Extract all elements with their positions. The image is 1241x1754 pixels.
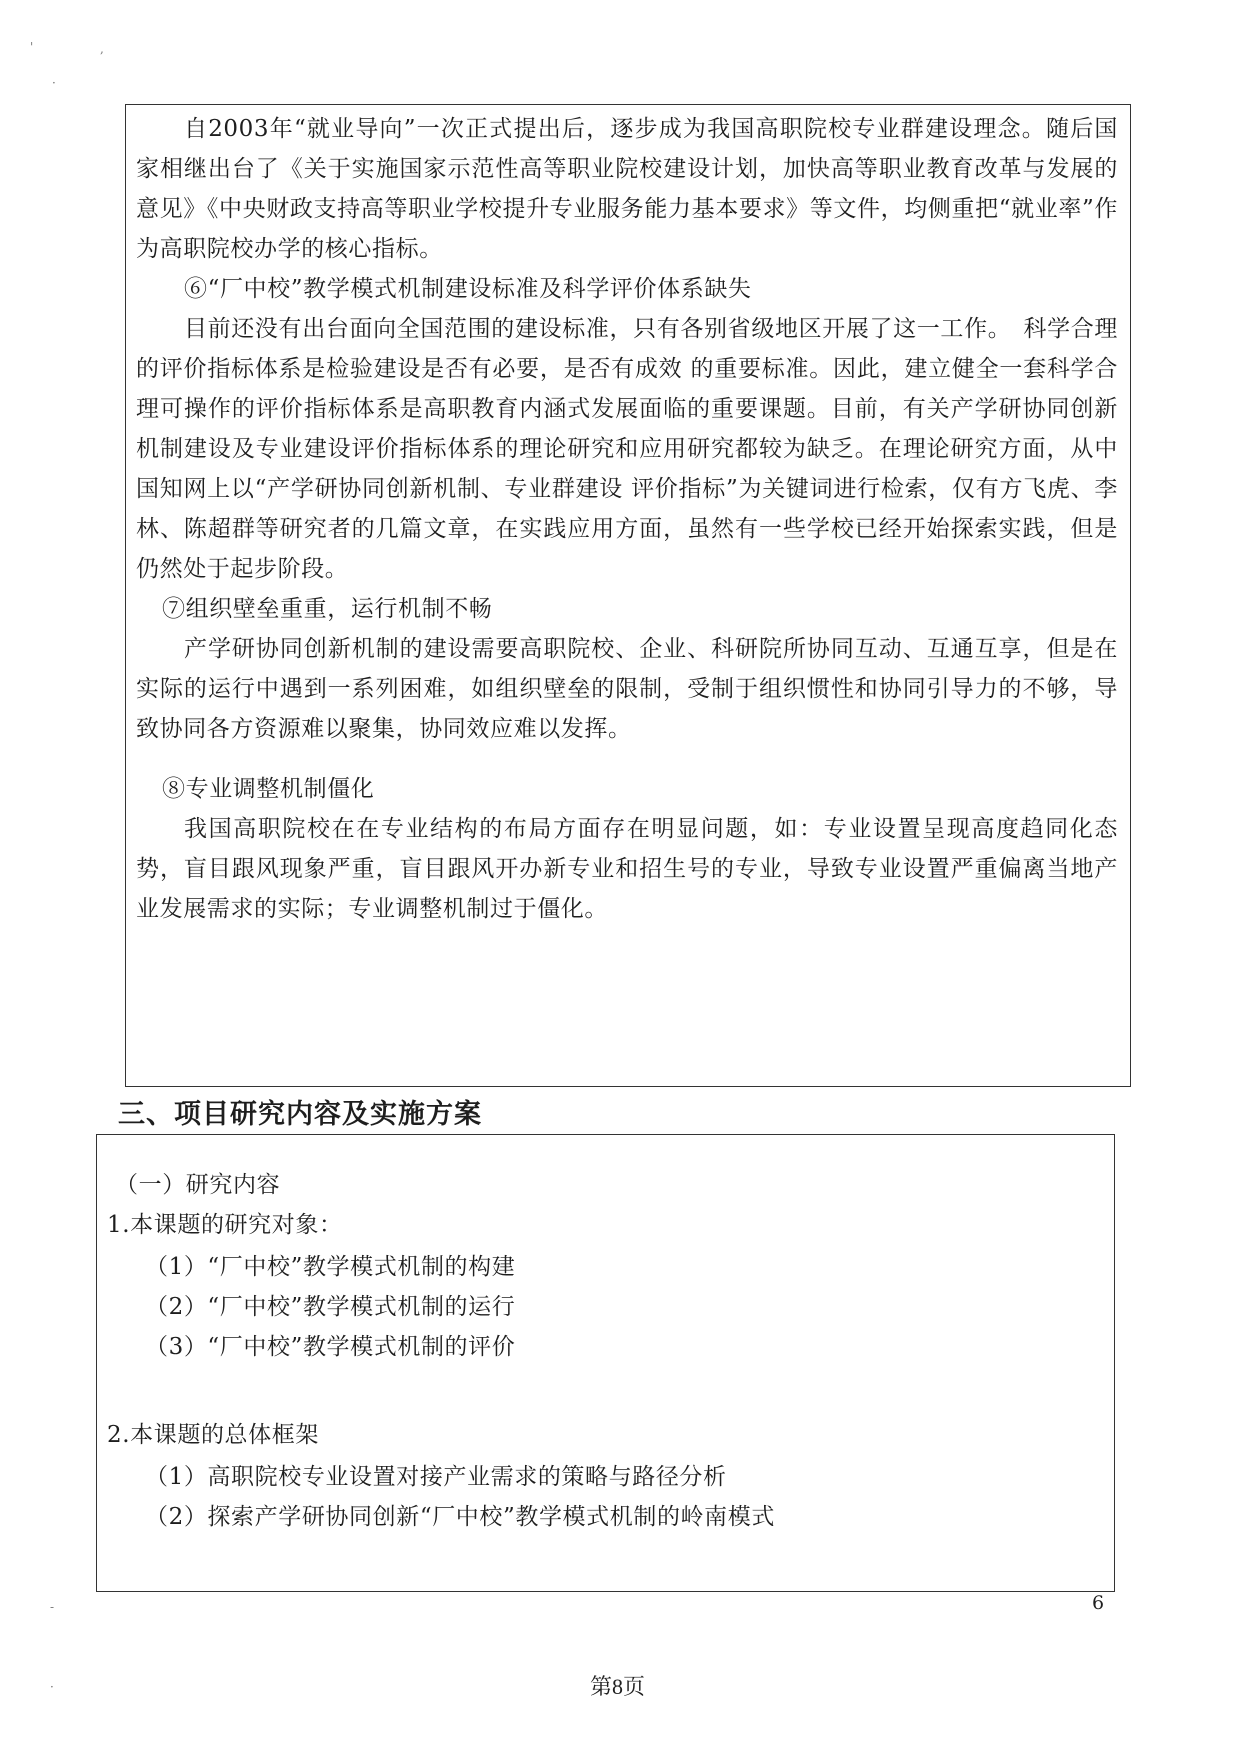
list-item: （3）“厂中校”教学模式机制的评价	[145, 1334, 516, 1360]
list-item: （2）探索产学研协同创新“厂中校”教学模式机制的岭南模式	[145, 1504, 775, 1530]
subheading-research-content: （一）研究内容	[115, 1172, 281, 1198]
scan-speck: -	[50, 1600, 55, 1614]
paragraph-rigid-adjustment: 我国高职院校在在专业结构的布局方面存在明显问题，如：专业设置呈现高度趋同化态势，盲目跟风现象严重，盲目跟风开办新专业和招生号的专业，导致专业设置严重偏离当地产业发展需求的实际；专业调整机制过于僵化。	[136, 816, 1118, 922]
paragraph-organizational-barriers: 产学研协同创新机制的建设需要高职院校、企业、科研院所协同互动、互通互享，但是在实际的运行中遇到一系列困难，如组织壁垒的限制，受制于组织惯性和协同引导力的不够，导致协同各方资源难以聚集，协同效应难以发挥。	[136, 636, 1118, 742]
heading-item-6: ⑥“厂中校”教学模式机制建设标准及科学评价体系缺失	[184, 276, 752, 302]
scan-speck: '	[30, 40, 34, 54]
paragraph-evaluation-standards: 目前还没有出台面向全国范围的建设标准，只有各别省级地区开展了这一工作。 科学合理的评价指标体系是检验建设是否有必要，是否有成效 的重要标准。因此，建立健全一套科学合理可操作的评价指标体系是高职教育内涵式发展面临的重要课题。目前，有关产学研协同创新机制建设及专业建设评价指标体系的理论研究和应用研究都较为缺乏。在理论研究方面，从中国知网上以“产学研协同创新机制、专业群建设 评价指标”为关键词进行检索，仅有方飞虎、李林、陈超群等研究者的几篇文章，在实践应用方面，虽然有一些学校已经开始探索实践，但是仍然处于起步阶段。	[136, 316, 1118, 582]
heading-item-8: ⑧专业调整机制僵化	[162, 776, 375, 802]
paragraph-employment-orientation: 自2003年“就业导向”一次正式提出后，逐步成为我国高职院校专业群建设理念。随后国家相继出台了《关于实施国家示范性高等职业院校建设计划，加快高等职业教育改革与发展的意见》《中央财政支持高等职业学校提升专业服务能力基本要求》等文件，均侧重把“就业率”作为高职院校办学的核心指标。	[136, 116, 1118, 262]
item-overall-framework: 2.本课题的总体框架	[107, 1422, 319, 1448]
page-footer: 第8页	[590, 1674, 646, 1699]
section-title: 三、项目研究内容及实施方案	[118, 1099, 482, 1130]
text-box-problems	[125, 104, 1131, 1087]
heading-item-7: ⑦组织壁垒重重，运行机制不畅	[162, 596, 493, 622]
list-item: （1）高职院校专业设置对接产业需求的策略与路径分析	[145, 1464, 727, 1490]
text-box-research-content	[96, 1134, 1115, 1592]
scan-speck: ·	[52, 76, 56, 90]
item-research-object: 1.本课题的研究对象：	[107, 1212, 343, 1238]
page-number: 6	[1092, 1592, 1105, 1614]
list-item: （1）“厂中校”教学模式机制的构建	[145, 1254, 516, 1280]
list-item: （2）“厂中校”教学模式机制的运行	[145, 1294, 516, 1320]
scan-speck: ,	[100, 42, 104, 56]
scan-speck: ·	[50, 1680, 54, 1694]
